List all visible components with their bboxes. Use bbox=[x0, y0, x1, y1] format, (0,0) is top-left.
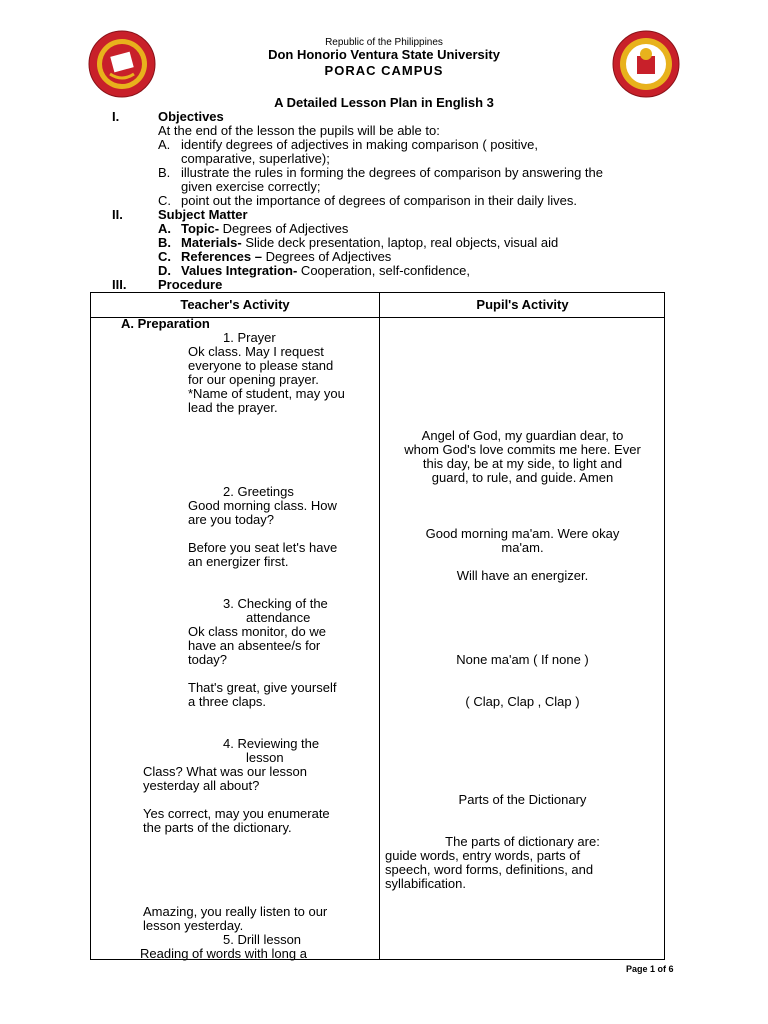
teacher-line: Yes correct, may you enumerate bbox=[143, 806, 330, 821]
subject-value: Degrees of Adjectives bbox=[219, 221, 349, 236]
objective-text: comparative, superlative); bbox=[181, 151, 330, 166]
section-heading-procedure: Procedure bbox=[158, 277, 223, 292]
teacher-line: Before you seat let's have bbox=[188, 540, 338, 555]
subject-label: Topic- bbox=[181, 221, 220, 236]
teacher-line: That's great, give yourself bbox=[188, 680, 337, 695]
teacher-line: today? bbox=[188, 652, 228, 667]
subject-label: References – bbox=[181, 249, 262, 264]
pupil-line: guard, to rule, and guide. Amen bbox=[431, 470, 614, 485]
teacher-line: lead the prayer. bbox=[188, 400, 278, 415]
teacher-line: Reading of words with long a bbox=[140, 946, 307, 961]
pupil-line: guide words, entry words, parts of bbox=[385, 848, 581, 863]
pupil-line: Will have an energizer. bbox=[456, 568, 589, 583]
drill-title: 5. Drill lesson bbox=[223, 932, 302, 947]
prayer-title: 1. Prayer bbox=[223, 330, 276, 345]
teacher-line: yesterday all about? bbox=[143, 778, 260, 793]
teacher-line: for our opening prayer. bbox=[188, 372, 319, 387]
teacher-line: everyone to please stand bbox=[188, 358, 334, 373]
review-title: lesson bbox=[246, 750, 284, 765]
objective-text: identify degrees of adjectives in making comparison ( positive, bbox=[181, 137, 538, 152]
pupil-line: The parts of dictionary are: bbox=[445, 834, 600, 849]
subject-letter: D. bbox=[158, 263, 171, 278]
pupil-line: Parts of the Dictionary bbox=[458, 792, 587, 807]
activity-table bbox=[90, 292, 665, 960]
subject-item-values bbox=[181, 264, 470, 278]
preparation-heading: A. Preparation bbox=[121, 316, 210, 331]
subject-letter: C. bbox=[158, 249, 171, 264]
attendance-title: 3. Checking of the bbox=[223, 596, 328, 611]
teacher-line: an energizer first. bbox=[188, 554, 289, 569]
teacher-line: Amazing, you really listen to our bbox=[143, 904, 328, 919]
teacher-line: the parts of the dictionary. bbox=[143, 820, 292, 835]
pupil-line: whom God's love commits me here. Ever bbox=[404, 442, 641, 457]
subject-label: Materials- bbox=[181, 235, 242, 250]
pupil-line: ( Clap, Clap , Clap ) bbox=[465, 694, 580, 709]
subject-letter: A. bbox=[158, 221, 171, 236]
pupil-activity-header: Pupil's Activity bbox=[476, 297, 569, 312]
pupil-line: ma'am. bbox=[501, 540, 544, 555]
section-heading-objectives: Objectives bbox=[158, 109, 224, 124]
campus-name: PORAC CAMPUS bbox=[324, 63, 444, 78]
subject-value: Degrees of Adjectives bbox=[261, 249, 392, 264]
subject-item-references bbox=[181, 250, 391, 264]
republic-line: Republic of the Philippines bbox=[325, 37, 443, 48]
teacher-activity-header: Teacher's Activity bbox=[180, 297, 290, 312]
teacher-line: *Name of student, may you bbox=[188, 386, 345, 401]
subject-value: Slide deck presentation, laptop, real objects, visual aid bbox=[241, 235, 559, 250]
objective-text: given exercise correctly; bbox=[181, 179, 321, 194]
pupil-line: Angel of God, my guardian dear, to bbox=[421, 428, 624, 443]
section-num-objectives: I. bbox=[112, 109, 120, 124]
pupil-line: syllabification. bbox=[385, 876, 466, 891]
section-heading-subject: Subject Matter bbox=[158, 207, 248, 222]
pupil-line: speech, word forms, definitions, and bbox=[385, 862, 594, 877]
objective-text: illustrate the rules in forming the degrees of comparison by answering the bbox=[181, 165, 603, 180]
subject-item-topic bbox=[181, 222, 348, 236]
university-name: Don Honorio Ventura State University bbox=[268, 47, 500, 62]
pupil-line: None ma'am ( If none ) bbox=[456, 652, 589, 667]
document-title: A Detailed Lesson Plan in English 3 bbox=[274, 95, 494, 110]
teacher-line: a three claps. bbox=[188, 694, 267, 709]
teacher-line: have an absentee/s for bbox=[188, 638, 321, 653]
teacher-line: Ok class. May I request bbox=[188, 344, 324, 359]
page-number: Page 1 of 6 bbox=[626, 964, 674, 974]
objective-letter: C. bbox=[158, 193, 171, 208]
subject-value: Cooperation, self-confidence, bbox=[297, 263, 471, 278]
teacher-line: Class? What was our lesson bbox=[143, 764, 308, 779]
attendance-title: attendance bbox=[246, 610, 311, 625]
teacher-line: Good morning class. How bbox=[188, 498, 337, 513]
table-column-divider bbox=[379, 293, 380, 959]
objective-letter: A. bbox=[158, 137, 171, 152]
teacher-line: are you today? bbox=[188, 512, 275, 527]
pupil-line: this day, be at my side, to light and bbox=[422, 456, 623, 471]
section-num-subject: II. bbox=[112, 207, 123, 222]
objectives-intro: At the end of the lesson the pupils will be able to: bbox=[158, 123, 440, 138]
objective-letter: B. bbox=[158, 165, 171, 180]
greetings-title: 2. Greetings bbox=[223, 484, 294, 499]
subject-label: Values Integration- bbox=[181, 263, 298, 278]
subject-item-materials bbox=[181, 236, 558, 250]
objective-text: point out the importance of degrees of comparison in their daily lives. bbox=[181, 193, 577, 208]
teacher-line: Ok class monitor, do we bbox=[188, 624, 326, 639]
subject-letter: B. bbox=[158, 235, 171, 250]
section-num-procedure: III. bbox=[112, 277, 127, 292]
teacher-line: lesson yesterday. bbox=[143, 918, 244, 933]
pupil-line: Good morning ma'am. Were okay bbox=[425, 526, 620, 541]
review-title: 4. Reviewing the bbox=[223, 736, 320, 751]
